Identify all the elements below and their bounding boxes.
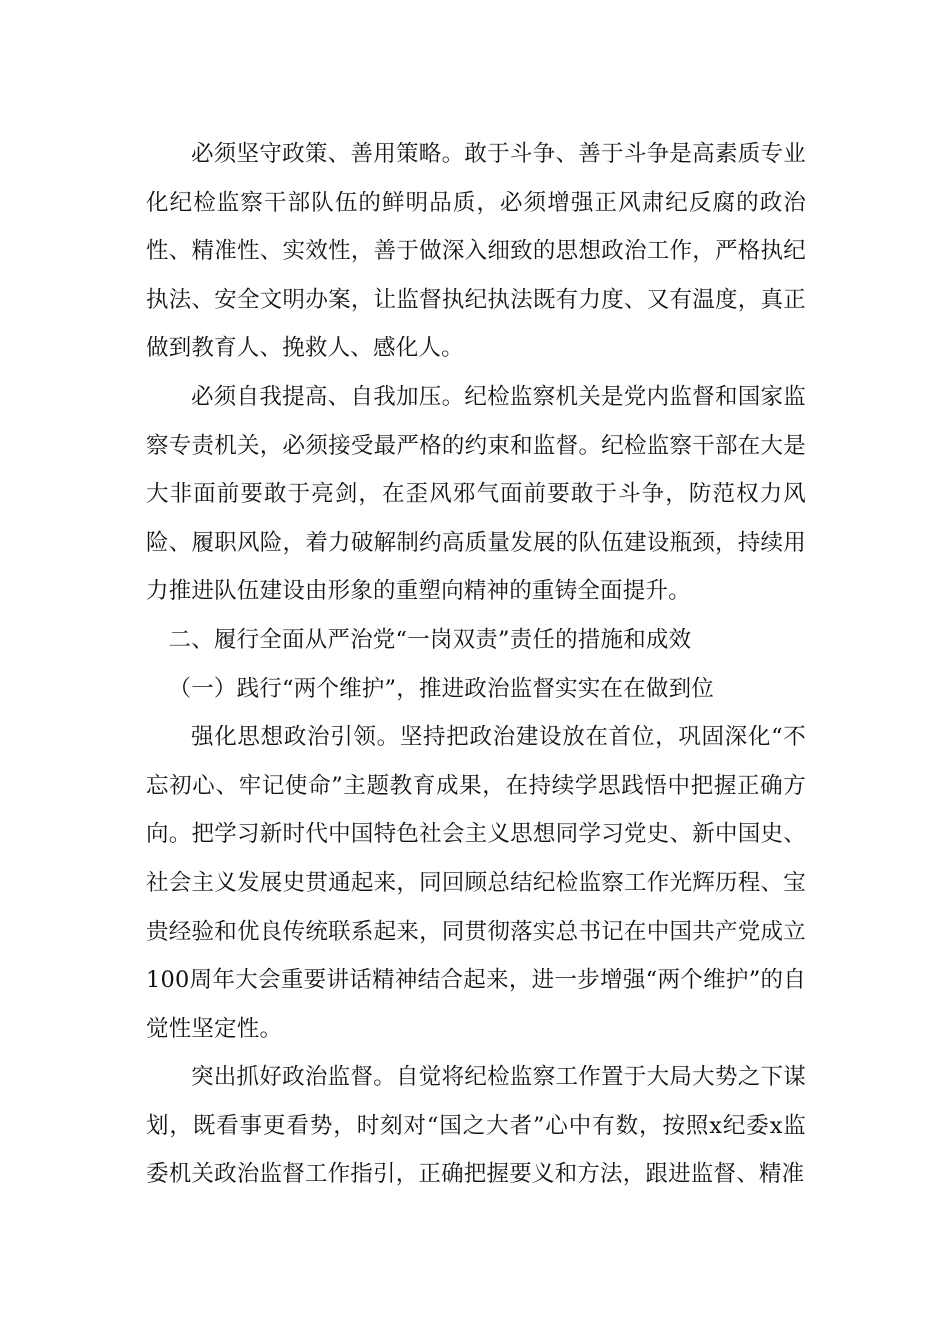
paragraph-self-improvement: 必须自我提高、自我加压。纪检监察机关是党内监督和国家监察专责机关，必须接受最严格的约束和监督。纪检监察干部在大是大非面前要敢于亮剑，在歪风邪气面前要敢于斗争，防范权力风险、履职风险，着力破解制约高质量发展的队伍建设瓶颈，持续用力推进队伍建设由形象的重塑向精神的重铸全面提升。 xyxy=(146,383,806,605)
document-body xyxy=(146,130,806,1199)
paragraph-policy-strategy: 必须坚守政策、善用策略。敢于斗争、善于斗争是高素质专业化纪检监察干部队伍的鲜明品质，必须增强正风肃纪反腐的政治性、精准性、实效性，善于做深入细致的思想政治工作，严格执纪执法、安全文明办案，让监督执纪执法既有力度、又有温度，真正做到教育人、挽救人、感化人。 xyxy=(146,141,806,362)
paragraph-political-guidance: 强化思想政治引领。坚持把政治建设放在首位，巩固深化“不忘初心、牢记使命”主题教育成果，在持续学思践悟中把握正确方向。把学习新时代中国特色社会主义思想同学习党史、新中国史、社会主义发展史贯通起来，同回顾总结纪检监察工作光辉历程、宝贵经验和优良传统联系起来，同贯彻落实总书记在中国共产党成立100周年大会重要讲话精神结合起来，进一步增强“两个维护”的自觉性坚定性。 xyxy=(146,724,806,1042)
paragraph-political-supervision: 突出抓好政治监督。自觉将纪检监察工作置于大局大势之下谋划，既看事更看势，时刻对“国之大者”心中有数，按照x纪委x监委机关政治监督工作指引，正确把握要义和方法，跟进监督、精准 xyxy=(146,1064,806,1188)
section-heading: 二、履行全面从严治党“一岗双责”责任的措施和成效 xyxy=(168,626,692,653)
subsection-heading: （一）践行“两个维护”，推进政治监督实实在在做到位 xyxy=(168,675,715,702)
